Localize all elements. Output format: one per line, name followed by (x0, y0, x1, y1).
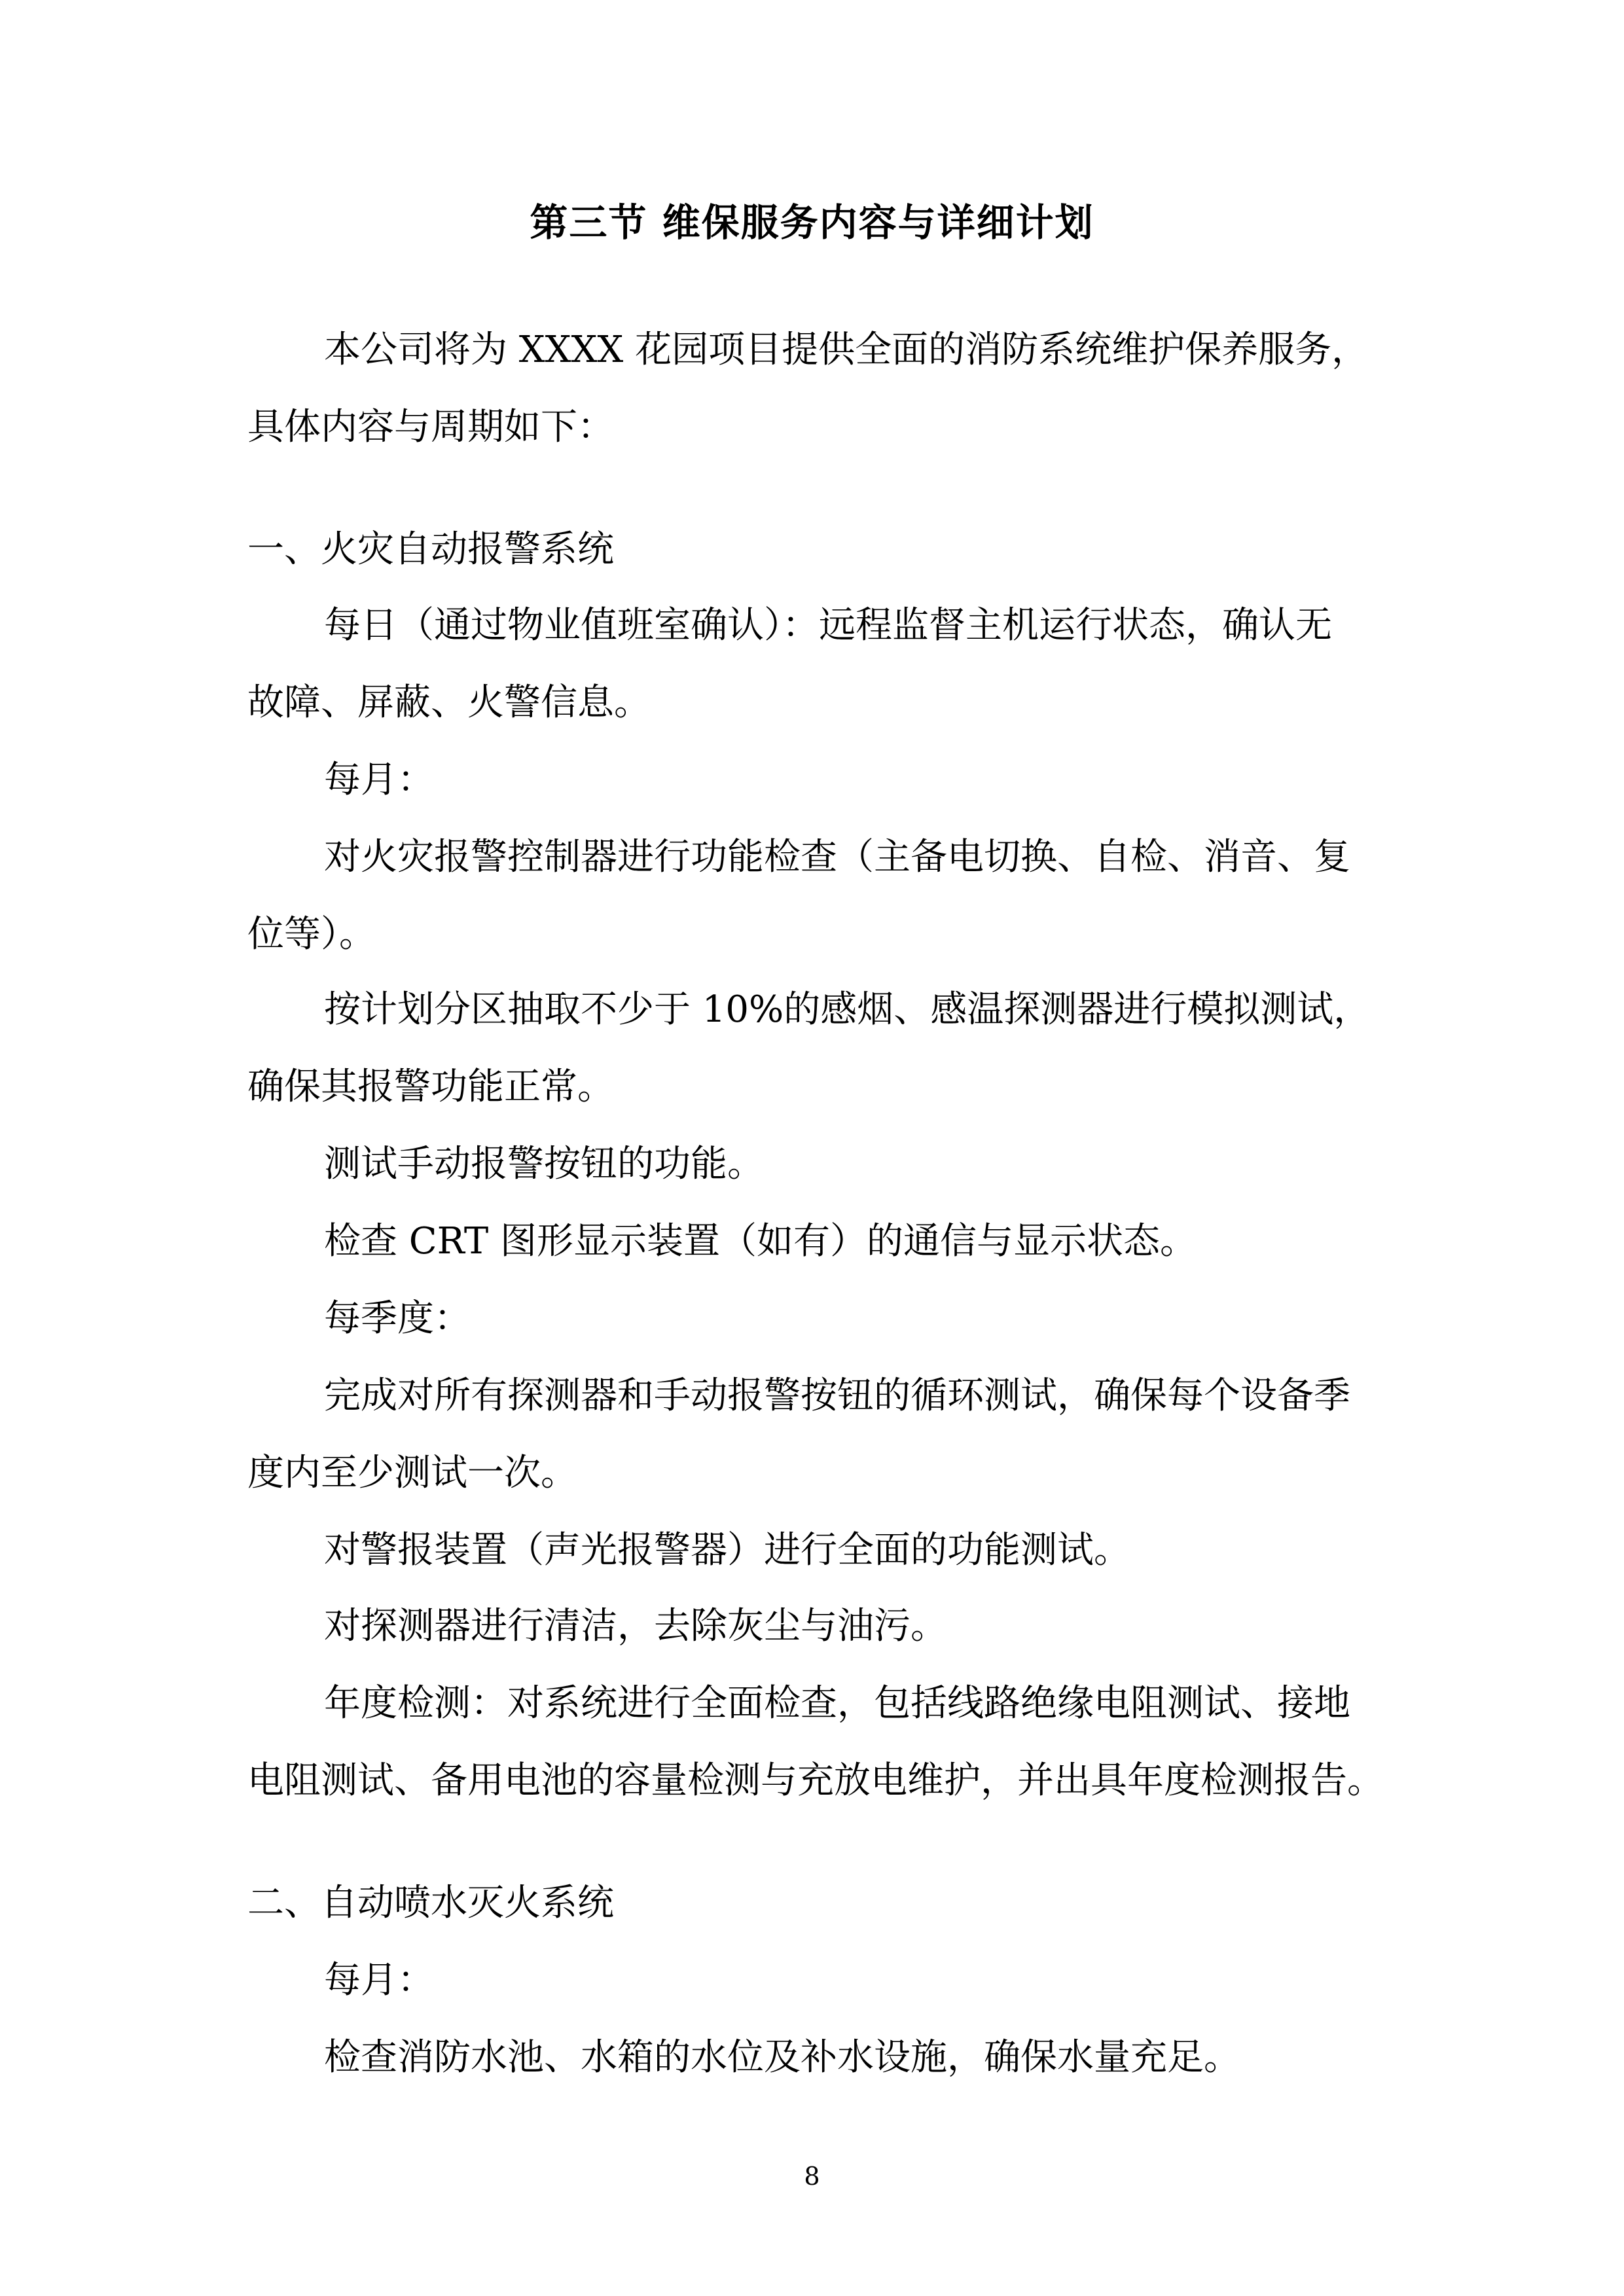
monthly-label: 每月： (324, 759, 434, 801)
annual-check-line-2: 电阻测试、备用电池的容量检测与充放电维护，并出具年度检测报告。 (247, 1759, 1384, 1802)
intro-paragraph-line-1: 本公司将为 XXXX 花园项目提供全面的消防系统维护保养服务， (324, 329, 1369, 371)
section-title: 第三节 维保服务内容与详细计划 (530, 200, 1094, 245)
quarterly-label: 每季度： (324, 1297, 471, 1340)
section-2-heading: 二、自动喷水灭火系统 (247, 1882, 614, 1924)
quarterly-item-3: 对探测器进行清洁，去除灰尘与油污。 (324, 1605, 947, 1647)
quarterly-item-1-line-2: 度内至少测试一次。 (247, 1452, 577, 1494)
monthly-item-2-line-1: 按计划分区抽取不少于 10%的感烟、感温探测器进行模拟测试， (324, 988, 1371, 1031)
intro-paragraph-line-2: 具体内容与周期如下： (247, 406, 614, 448)
section-2-monthly-item-1: 检查消防水池、水箱的水位及补水设施，确保水量充足。 (324, 2036, 1240, 2079)
quarterly-item-2: 对警报装置（声光报警器）进行全面的功能测试。 (324, 1529, 1130, 1571)
monthly-item-1-line-1: 对火灾报警控制器进行功能检查（主备电切换、自检、消音、复 (324, 836, 1350, 878)
quarterly-item-1-line-1: 完成对所有探测器和手动报警按钮的循环测试，确保每个设备季 (324, 1374, 1350, 1417)
monthly-item-4: 检查 CRT 图形显示装置（如有）的通信与显示状态。 (324, 1220, 1197, 1263)
section-2-monthly-label: 每月： (324, 1959, 434, 2001)
monthly-item-3: 测试手动报警按钮的功能。 (324, 1143, 764, 1185)
section-1-heading: 一、火灾自动报警系统 (247, 528, 614, 571)
monthly-item-2-line-2: 确保其报警功能正常。 (247, 1066, 614, 1108)
daily-check-line-2: 故障、屏蔽、火警信息。 (247, 681, 651, 724)
page-number: 8 (804, 2162, 820, 2191)
daily-check-line-1: 每日（通过物业值班室确认）：远程监督主机运行状态，确认无 (324, 604, 1332, 647)
monthly-item-1-line-2: 位等）。 (247, 913, 376, 956)
annual-check-line-1: 年度检测：对系统进行全面检查，包括线路绝缘电阻测试、接地 (324, 1682, 1350, 1725)
